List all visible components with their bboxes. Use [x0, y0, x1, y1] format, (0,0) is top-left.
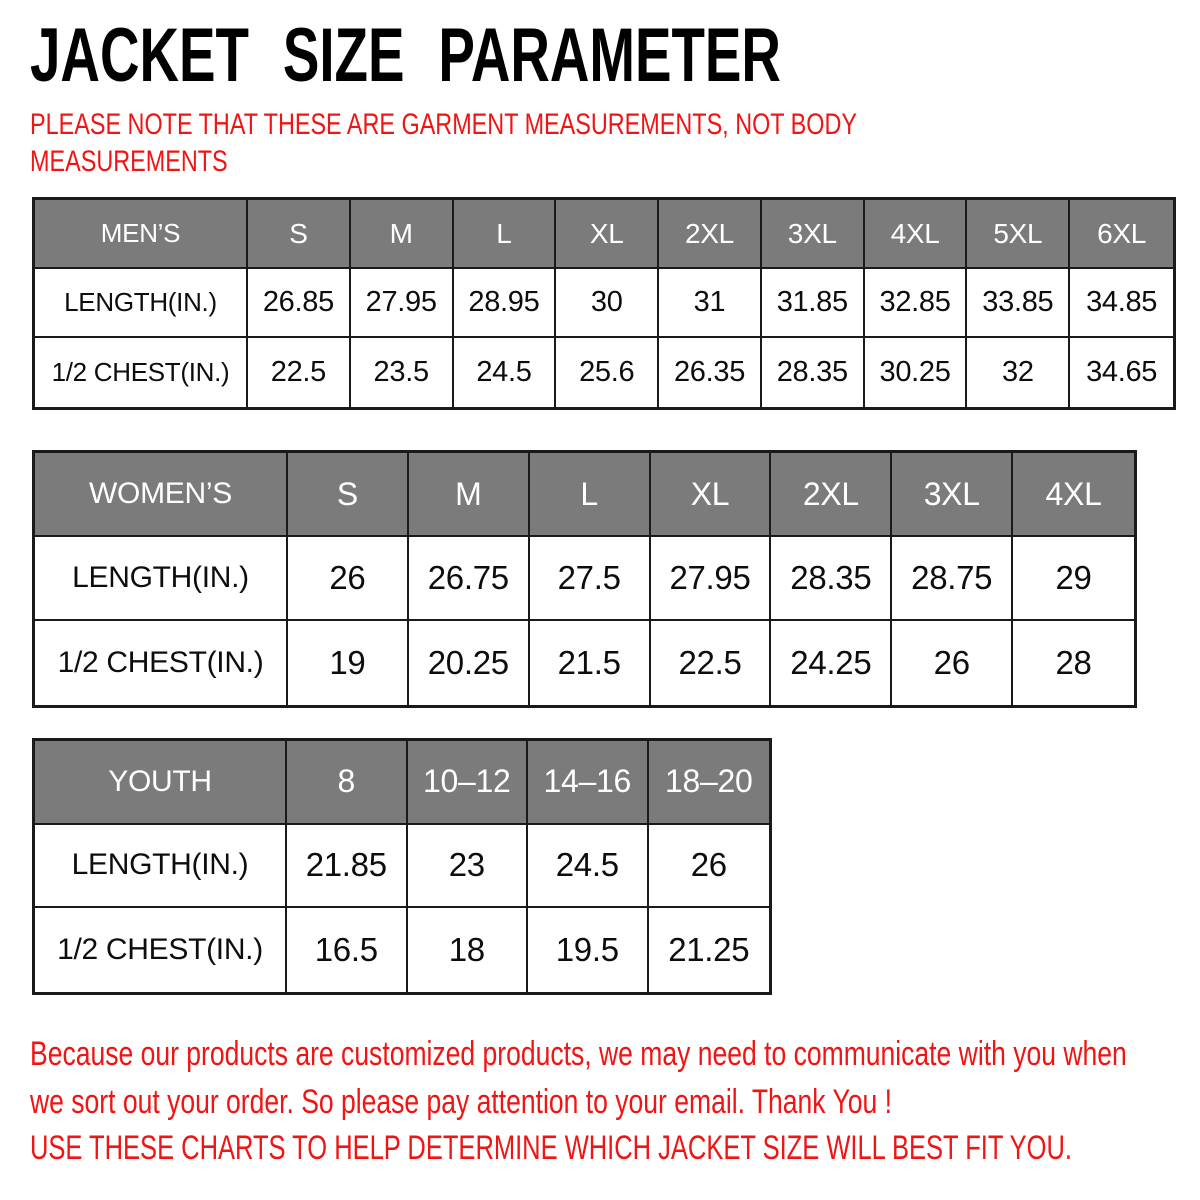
size-value-cell: 32.85 — [865, 269, 968, 338]
table-name-cell: YOUTH — [35, 741, 287, 825]
size-header-cell: 2XL — [659, 200, 762, 269]
custom-order-note: Because our products are customized products, we may need to communicate with you when we sort out your order. So please pay attention to your email. Thank You ! — [30, 1035, 1127, 1121]
size-header-cell: 2XL — [771, 453, 892, 537]
size-value-cell: 26 — [649, 825, 770, 909]
size-value-cell: 32 — [967, 338, 1070, 407]
row-label-cell: 1/2 CHEST(IN.) — [35, 338, 248, 407]
size-header-cell: 14–16 — [528, 741, 649, 825]
size-header-cell: XL — [556, 200, 659, 269]
size-value-cell: 28.35 — [771, 537, 892, 621]
size-header-cell: 18–20 — [649, 741, 770, 825]
size-header-cell: S — [288, 453, 409, 537]
size-value-cell: 27.95 — [651, 537, 772, 621]
size-header-cell: S — [248, 200, 351, 269]
size-value-cell: 21.5 — [530, 621, 651, 705]
size-value-cell: 18 — [408, 908, 529, 992]
size-header-cell: 6XL — [1070, 200, 1173, 269]
page-title: JACKET SIZE PARAMETER — [30, 13, 781, 98]
size-value-cell: 34.65 — [1086, 356, 1158, 388]
size-value-cell: 25.6 — [556, 338, 659, 407]
table-name-cell: MEN’S — [35, 200, 248, 269]
size-header-cell: 8 — [287, 741, 408, 825]
size-value-cell: 26.85 — [248, 269, 351, 338]
size-value-cell: 31.85 — [762, 269, 865, 338]
size-header-cell: XL — [651, 453, 772, 537]
row-label-cell: LENGTH(IN.) — [35, 269, 248, 338]
fit-advice-note: USE THESE CHARTS TO HELP DETERMINE WHICH JACKET SIZE WILL BEST FIT YOU. — [30, 1129, 1072, 1167]
size-header-cell: M — [409, 453, 530, 537]
size-value-cell: 33.85 — [967, 269, 1070, 338]
size-value-cell: 21.85 — [287, 825, 408, 909]
row-label-cell: LENGTH(IN.) — [35, 825, 287, 909]
size-value-cell: 21.25 — [668, 931, 750, 969]
size-value-cell: 22.5 — [248, 338, 351, 407]
size-value-cell: 26.75 — [409, 537, 530, 621]
table-name-cell: WOMEN’S — [35, 453, 288, 537]
size-value-cell: 23.5 — [351, 338, 454, 407]
size-value-cell: 28.35 — [762, 338, 865, 407]
size-value-cell: 28 — [1055, 644, 1092, 681]
size-value-cell: 34.85 — [1070, 269, 1173, 338]
size-value-cell: 28.75 — [892, 537, 1013, 621]
size-value-cell: 30.25 — [865, 338, 968, 407]
row-label-cell: LENGTH(IN.) — [35, 537, 288, 621]
size-value-cell: 24.25 — [771, 621, 892, 705]
size-header-cell: 4XL — [1013, 453, 1134, 537]
size-value-cell: 26 — [892, 621, 1013, 705]
size-header-cell: 4XL — [865, 200, 968, 269]
garment-measurement-note: PLEASE NOTE THAT THESE ARE GARMENT MEASUREMENTS, NOT BODY MEASUREMENTS — [30, 108, 857, 178]
womens-size-table — [32, 450, 1137, 708]
size-header-cell: M — [351, 200, 454, 269]
size-value-cell: 20.25 — [409, 621, 530, 705]
size-value-cell: 22.5 — [651, 621, 772, 705]
youth-size-table — [32, 738, 772, 995]
size-header-cell: 10–12 — [408, 741, 529, 825]
size-value-cell: 26 — [288, 537, 409, 621]
size-value-cell: 24.5 — [528, 825, 649, 909]
size-value-cell: 19.5 — [528, 908, 649, 992]
mens-size-table — [32, 197, 1176, 410]
size-header-cell: L — [454, 200, 557, 269]
row-label-cell: 1/2 CHEST(IN.) — [35, 908, 287, 992]
size-value-cell: 24.5 — [454, 338, 557, 407]
size-header-cell: 5XL — [967, 200, 1070, 269]
size-value-cell: 27.5 — [530, 537, 651, 621]
size-value-cell: 30 — [556, 269, 659, 338]
size-header-cell: 3XL — [762, 200, 865, 269]
size-header-cell: L — [530, 453, 651, 537]
size-value-cell: 26.35 — [659, 338, 762, 407]
size-value-cell: 27.95 — [351, 269, 454, 338]
size-value-cell: 28.95 — [454, 269, 557, 338]
size-header-cell: 3XL — [892, 453, 1013, 537]
size-value-cell: 23 — [408, 825, 529, 909]
row-label-cell: 1/2 CHEST(IN.) — [35, 621, 288, 705]
size-value-cell: 29 — [1013, 537, 1134, 621]
size-value-cell: 31 — [659, 269, 762, 338]
size-value-cell: 16.5 — [287, 908, 408, 992]
size-value-cell: 19 — [288, 621, 409, 705]
